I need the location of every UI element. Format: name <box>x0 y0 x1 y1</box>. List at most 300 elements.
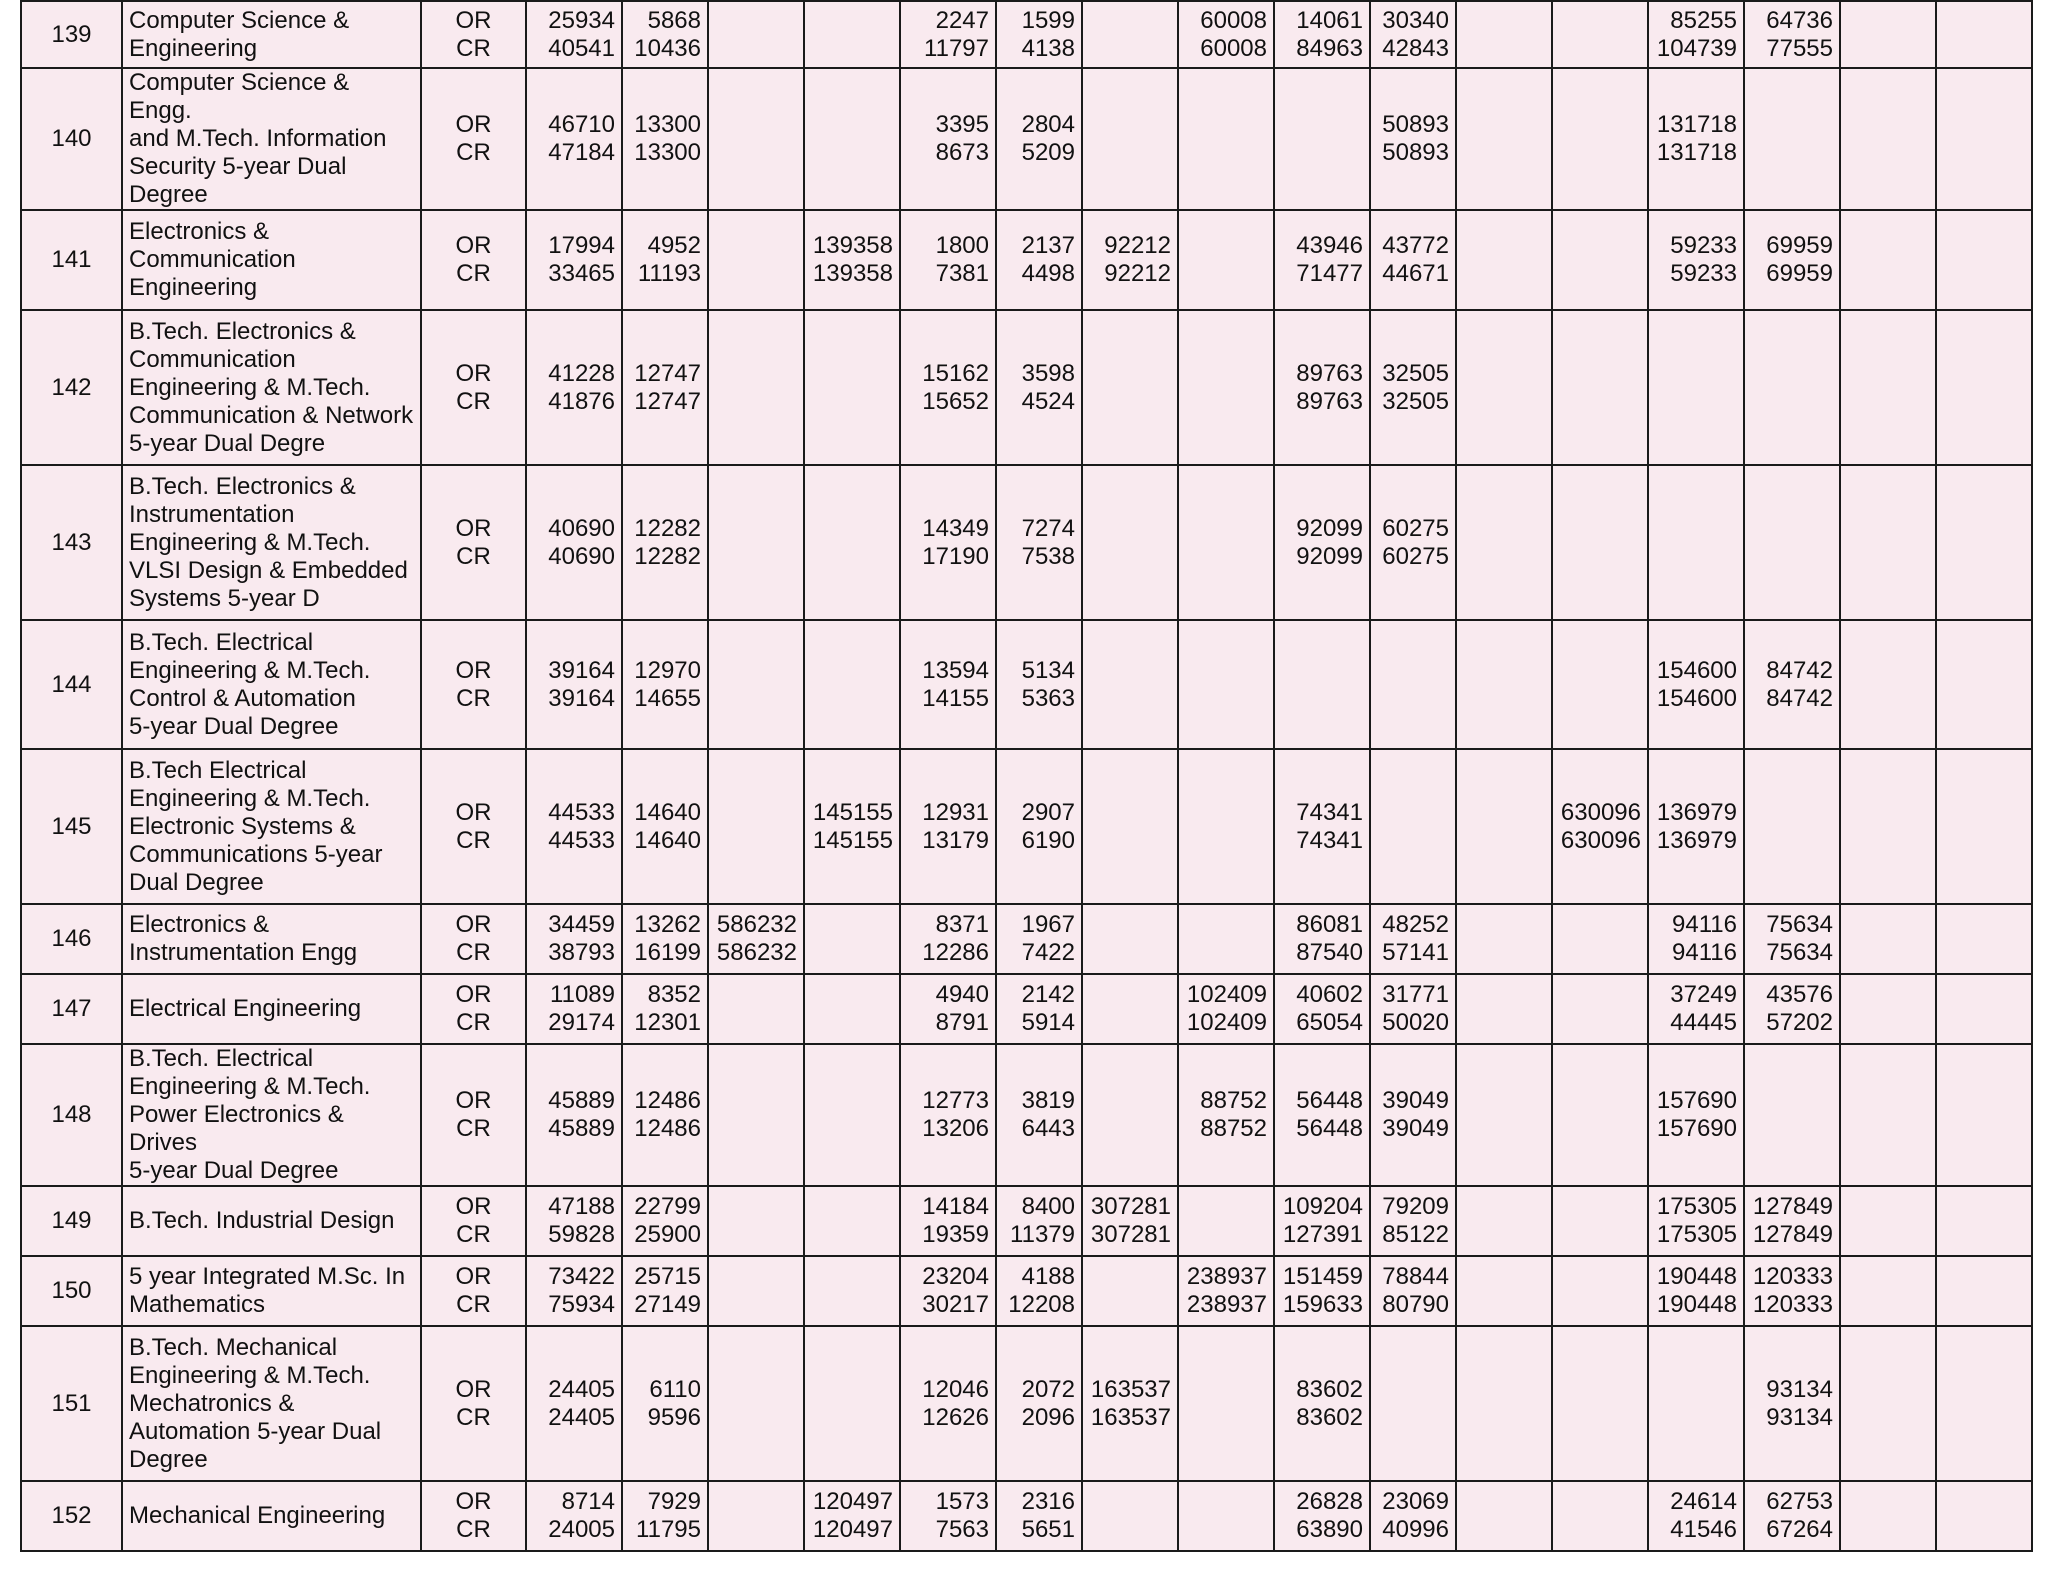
rank-value-cell <box>1082 68 1178 210</box>
rank-value-cell <box>526 465 622 620</box>
rank-value-cell <box>1456 1044 1552 1186</box>
rank-value-cell <box>1178 210 1274 310</box>
rank-value-cell <box>996 749 1082 904</box>
rank-value-cell <box>1082 310 1178 465</box>
rank-value-cell-text: 12970 14655 <box>634 656 701 712</box>
rank-value-cell <box>1274 465 1370 620</box>
rank-value-cell-text: 136979 136979 <box>1656 798 1737 854</box>
rank-value-cell <box>1936 749 2032 904</box>
table-row <box>21 974 2032 1044</box>
rank-value-cell <box>526 1256 622 1326</box>
rank-value-cell-text: 3598 4524 <box>1021 359 1075 415</box>
program-name-cell-text: Mechanical Engineering <box>129 1502 386 1529</box>
rank-value-cell-text: 32505 32505 <box>1382 359 1449 415</box>
table-row <box>21 1186 2032 1256</box>
program-name-cell-text: B.Tech. Electronics & Communication Engineering & M.Tech. Communication & Network 5-year Dual Degre <box>129 317 414 457</box>
program-name-cell-text: Computer Science & Engineering <box>129 6 350 62</box>
rank-value-cell <box>1082 904 1178 974</box>
rank-value-cell <box>996 620 1082 749</box>
rank-value-cell <box>1370 749 1456 904</box>
program-name-cell <box>122 1044 421 1186</box>
rank-value-cell-text: 14349 17190 <box>922 514 989 570</box>
rank-value-cell-text: 13594 14155 <box>922 656 989 712</box>
rank-value-cell <box>1648 465 1744 620</box>
rank-value-cell-text: 48252 57141 <box>1382 911 1449 966</box>
rank-value-cell <box>804 1186 900 1256</box>
rank-value-cell <box>900 68 996 210</box>
rank-value-cell <box>1178 1044 1274 1186</box>
serial-number-cell <box>21 210 122 310</box>
serial-number-cell-text: 148 <box>51 1101 92 1128</box>
program-name-cell-text: B.Tech Electrical Engineering & M.Tech. Electronic Systems & Communications 5-year Dual Degree <box>129 756 383 896</box>
table-row <box>21 1481 2032 1551</box>
rank-value-cell-text: 92212 92212 <box>1104 232 1171 287</box>
rank-value-cell <box>900 1481 996 1551</box>
rank-value-cell <box>708 465 804 620</box>
rank-value-cell <box>1840 68 1936 210</box>
rank-value-cell <box>1840 1044 1936 1186</box>
rank-value-cell <box>1840 749 1936 904</box>
rank-value-cell <box>526 1 622 68</box>
rank-value-cell <box>1744 1481 1840 1551</box>
rank-value-cell <box>622 1326 708 1481</box>
serial-number-cell-text: 151 <box>51 1389 92 1417</box>
rank-value-cell <box>1936 1 2032 68</box>
rank-value-cell-text: 41228 41876 <box>548 359 615 415</box>
rank-value-cell <box>804 210 900 310</box>
program-name-cell <box>122 310 421 465</box>
rank-value-cell <box>1744 1 1840 68</box>
rank-value-cell <box>804 1256 900 1326</box>
rank-value-cell <box>1370 1044 1456 1186</box>
rank-value-cell <box>1274 1044 1370 1186</box>
rank-value-cell <box>708 1326 804 1481</box>
program-name-cell <box>122 1186 421 1256</box>
serial-number-cell <box>21 749 122 904</box>
rank-value-cell <box>1744 749 1840 904</box>
rank-value-cell-text: 163537 163537 <box>1090 1375 1171 1431</box>
rank-value-cell <box>1178 1481 1274 1551</box>
rank-value-cell <box>1648 620 1744 749</box>
rank-value-cell <box>1648 1 1744 68</box>
rank-value-cell <box>1648 1326 1744 1481</box>
serial-number-cell-text: 142 <box>51 373 92 401</box>
rank-value-cell <box>708 974 804 1044</box>
rank-value-cell-text: 62753 67264 <box>1766 1488 1833 1543</box>
rank-type-cell-text: OR CR <box>455 232 492 287</box>
rank-value-cell <box>1274 1326 1370 1481</box>
rank-value-cell <box>996 1481 1082 1551</box>
rank-value-cell <box>996 1256 1082 1326</box>
rank-value-cell <box>996 1326 1082 1481</box>
rank-value-cell-text: 17994 33465 <box>548 232 615 287</box>
rank-value-cell-text: 85255 104739 <box>1656 6 1737 62</box>
rank-value-cell <box>1552 974 1648 1044</box>
serial-number-cell <box>21 1186 122 1256</box>
page-wrapper <box>20 0 2033 1552</box>
rank-value-cell <box>1552 904 1648 974</box>
rank-value-cell <box>1936 620 2032 749</box>
cutoff-rank-table <box>20 0 2033 1552</box>
rank-value-cell <box>900 1256 996 1326</box>
rank-value-cell-text: 40602 65054 <box>1296 981 1363 1036</box>
rank-value-cell <box>1840 1186 1936 1256</box>
table-row <box>21 1256 2032 1326</box>
rank-value-cell <box>622 310 708 465</box>
rank-value-cell <box>1178 749 1274 904</box>
rank-type-cell-text: OR CR <box>455 911 492 966</box>
rank-value-cell <box>1552 1256 1648 1326</box>
rank-type-cell-text: OR CR <box>455 514 492 570</box>
rank-value-cell <box>526 974 622 1044</box>
rank-value-cell <box>900 1 996 68</box>
rank-value-cell <box>1456 904 1552 974</box>
rank-value-cell-text: 43576 57202 <box>1766 981 1833 1036</box>
rank-value-cell <box>622 1044 708 1186</box>
program-name-cell <box>122 974 421 1044</box>
rank-value-cell <box>1082 1481 1178 1551</box>
rank-value-cell-text: 190448 190448 <box>1656 1263 1737 1318</box>
rank-type-cell <box>421 1256 526 1326</box>
program-name-cell-text: Electrical Engineering <box>129 995 362 1022</box>
rank-value-cell-text: 15162 15652 <box>922 359 989 415</box>
rank-value-cell-text: 127849 127849 <box>1752 1193 1833 1248</box>
rank-value-cell-text: 31771 50020 <box>1382 981 1449 1036</box>
rank-value-cell <box>804 620 900 749</box>
table-row <box>21 749 2032 904</box>
rank-value-cell <box>1744 974 1840 1044</box>
rank-value-cell <box>804 749 900 904</box>
rank-value-cell <box>1370 620 1456 749</box>
rank-value-cell <box>1648 1044 1744 1186</box>
program-name-cell <box>122 1 421 68</box>
rank-value-cell <box>1370 310 1456 465</box>
table-row <box>21 210 2032 310</box>
rank-value-cell <box>804 1481 900 1551</box>
rank-value-cell <box>1178 904 1274 974</box>
rank-value-cell <box>1274 210 1370 310</box>
rank-value-cell-text: 13262 16199 <box>634 911 701 966</box>
program-name-cell <box>122 68 421 210</box>
rank-value-cell <box>1370 974 1456 1044</box>
rank-value-cell <box>1552 1481 1648 1551</box>
rank-value-cell-text: 59233 59233 <box>1670 232 1737 287</box>
rank-value-cell <box>1552 1 1648 68</box>
rank-value-cell-text: 6110 9596 <box>647 1375 701 1431</box>
rank-value-cell-text: 44533 44533 <box>548 798 615 854</box>
table-row <box>21 465 2032 620</box>
serial-number-cell <box>21 904 122 974</box>
rank-value-cell-text: 4188 12208 <box>1008 1263 1075 1318</box>
rank-value-cell <box>900 1326 996 1481</box>
program-name-cell <box>122 465 421 620</box>
rank-value-cell-text: 120497 120497 <box>812 1488 893 1543</box>
rank-value-cell <box>1178 1186 1274 1256</box>
rank-value-cell <box>1648 904 1744 974</box>
rank-value-cell <box>526 1186 622 1256</box>
rank-value-cell-text: 92099 92099 <box>1296 514 1363 570</box>
serial-number-cell-text: 145 <box>51 812 92 840</box>
rank-value-cell <box>1082 1326 1178 1481</box>
rank-value-cell-text: 46710 47184 <box>548 111 615 166</box>
rank-value-cell <box>804 1 900 68</box>
rank-value-cell <box>1456 1 1552 68</box>
rank-type-cell-text: OR CR <box>455 981 492 1036</box>
rank-value-cell <box>996 1044 1082 1186</box>
rank-value-cell-text: 14640 14640 <box>634 798 701 854</box>
rank-value-cell <box>622 974 708 1044</box>
rank-value-cell <box>1552 68 1648 210</box>
rank-value-cell-text: 12282 12282 <box>634 514 701 570</box>
rank-value-cell <box>708 310 804 465</box>
program-name-cell <box>122 1481 421 1551</box>
rank-value-cell <box>1274 1256 1370 1326</box>
rank-value-cell <box>1840 310 1936 465</box>
program-name-cell-text: B.Tech. Electronics & Instrumentation Engineering & M.Tech. VLSI Design & Embedded Systems 5-year D <box>129 472 408 612</box>
rank-value-cell-text: 43772 44671 <box>1382 232 1449 287</box>
rank-value-cell <box>996 904 1082 974</box>
rank-value-cell <box>708 620 804 749</box>
rank-value-cell-text: 145155 145155 <box>812 798 893 854</box>
serial-number-cell-text: 146 <box>51 925 92 952</box>
rank-type-cell-text: OR CR <box>455 1087 492 1142</box>
rank-value-cell-text: 64736 77555 <box>1766 6 1833 62</box>
rank-value-cell-text: 2247 11797 <box>924 6 989 62</box>
rank-value-cell-text: 5868 10436 <box>634 6 701 62</box>
rank-value-cell-text: 2142 5914 <box>1021 981 1075 1036</box>
rank-type-cell <box>421 749 526 904</box>
rank-type-cell-text: OR CR <box>455 6 492 62</box>
rank-value-cell <box>1744 210 1840 310</box>
rank-type-cell-text: OR CR <box>455 1375 492 1431</box>
rank-value-cell <box>996 310 1082 465</box>
rank-value-cell-text: 8400 11379 <box>1010 1193 1075 1248</box>
serial-number-cell <box>21 1481 122 1551</box>
rank-value-cell <box>996 974 1082 1044</box>
rank-value-cell <box>1274 310 1370 465</box>
rank-type-cell <box>421 1481 526 1551</box>
rank-type-cell <box>421 904 526 974</box>
rank-value-cell <box>1936 1256 2032 1326</box>
rank-value-cell-text: 139358 139358 <box>812 232 893 287</box>
rank-value-cell <box>1082 1256 1178 1326</box>
rank-value-cell <box>1082 974 1178 1044</box>
serial-number-cell <box>21 465 122 620</box>
program-name-cell-text: B.Tech. Electrical Engineering & M.Tech. Control & Automation 5-year Dual Degree <box>129 628 371 740</box>
rank-value-cell <box>1370 68 1456 210</box>
rank-value-cell <box>708 1 804 68</box>
rank-value-cell <box>804 974 900 1044</box>
program-name-cell <box>122 1256 421 1326</box>
rank-value-cell <box>1370 465 1456 620</box>
rank-value-cell <box>1456 974 1552 1044</box>
rank-value-cell-text: 24405 24405 <box>548 1375 615 1431</box>
rank-value-cell <box>1456 1481 1552 1551</box>
program-name-cell-text: B.Tech. Electrical Engineering & M.Tech. Power Electronics & Drives 5-year Dual Degree <box>129 1045 371 1184</box>
rank-value-cell <box>900 210 996 310</box>
table-row <box>21 620 2032 749</box>
rank-value-cell-text: 151459 159633 <box>1282 1263 1363 1318</box>
rank-value-cell-text: 13300 13300 <box>634 111 701 166</box>
rank-value-cell <box>900 1044 996 1186</box>
rank-value-cell <box>526 1326 622 1481</box>
rank-value-cell <box>526 749 622 904</box>
rank-value-cell <box>622 465 708 620</box>
rank-value-cell <box>996 1 1082 68</box>
rank-value-cell-text: 86081 87540 <box>1296 911 1363 966</box>
rank-value-cell-text: 34459 38793 <box>548 911 615 966</box>
rank-value-cell <box>1082 1186 1178 1256</box>
rank-value-cell <box>804 1044 900 1186</box>
rank-value-cell <box>1648 310 1744 465</box>
rank-value-cell <box>1648 1186 1744 1256</box>
rank-type-cell <box>421 465 526 620</box>
rank-value-cell-text: 3395 8673 <box>935 111 989 166</box>
rank-value-cell <box>1840 904 1936 974</box>
rank-value-cell-text: 89763 89763 <box>1296 359 1363 415</box>
rank-type-cell <box>421 620 526 749</box>
rank-value-cell <box>1456 465 1552 620</box>
rank-value-cell <box>900 904 996 974</box>
table-row <box>21 1044 2032 1186</box>
rank-value-cell <box>1370 1326 1456 1481</box>
rank-value-cell-text: 50893 50893 <box>1382 111 1449 166</box>
rank-value-cell-text: 74341 74341 <box>1296 798 1363 854</box>
program-name-cell <box>122 210 421 310</box>
rank-value-cell <box>1936 68 2032 210</box>
rank-value-cell-text: 2137 4498 <box>1021 232 1075 287</box>
rank-value-cell <box>1274 749 1370 904</box>
rank-value-cell <box>526 1481 622 1551</box>
rank-value-cell <box>1744 310 1840 465</box>
rank-value-cell-text: 88752 88752 <box>1200 1087 1267 1142</box>
rank-value-cell-text: 1800 7381 <box>935 232 989 287</box>
rank-value-cell-text: 23204 30217 <box>922 1263 989 1318</box>
rank-value-cell <box>1370 1256 1456 1326</box>
rank-value-cell <box>1936 310 2032 465</box>
rank-value-cell <box>622 1 708 68</box>
rank-value-cell-text: 12773 13206 <box>922 1087 989 1142</box>
rank-value-cell-text: 307281 307281 <box>1090 1193 1171 1248</box>
rank-value-cell-text: 630096 630096 <box>1560 798 1641 854</box>
rank-value-cell <box>1552 1186 1648 1256</box>
rank-value-cell-text: 78844 80790 <box>1382 1263 1449 1318</box>
rank-value-cell <box>1274 1186 1370 1256</box>
rank-value-cell <box>526 1044 622 1186</box>
rank-value-cell-text: 2072 2096 <box>1021 1375 1075 1431</box>
rank-value-cell <box>1082 1044 1178 1186</box>
rank-value-cell-text: 131718 131718 <box>1656 111 1737 166</box>
rank-value-cell <box>1936 974 2032 1044</box>
rank-value-cell <box>1936 1044 2032 1186</box>
program-name-cell-text: B.Tech. Mechanical Engineering & M.Tech. Mechatronics & Automation 5-year Dual Degree <box>129 1333 382 1473</box>
table-row <box>21 1 2032 68</box>
rank-value-cell <box>1744 1256 1840 1326</box>
rank-value-cell-text: 93134 93134 <box>1766 1375 1833 1431</box>
rank-value-cell <box>1936 904 2032 974</box>
rank-value-cell-text: 238937 238937 <box>1186 1263 1267 1318</box>
serial-number-cell-text: 152 <box>51 1502 92 1529</box>
rank-value-cell <box>1274 620 1370 749</box>
rank-value-cell <box>1370 1 1456 68</box>
rank-value-cell-text: 4940 8791 <box>935 981 989 1036</box>
rank-value-cell <box>1936 465 2032 620</box>
rank-value-cell <box>1178 1326 1274 1481</box>
rank-value-cell <box>1082 620 1178 749</box>
rank-value-cell <box>1744 1326 1840 1481</box>
rank-value-cell <box>1936 1481 2032 1551</box>
rank-value-cell-text: 157690 157690 <box>1656 1087 1737 1142</box>
rank-value-cell <box>900 974 996 1044</box>
rank-value-cell-text: 75634 75634 <box>1766 911 1833 966</box>
rank-value-cell <box>708 68 804 210</box>
rank-value-cell <box>708 1256 804 1326</box>
rank-type-cell-text: OR CR <box>455 1193 492 1248</box>
rank-value-cell <box>1552 465 1648 620</box>
rank-value-cell <box>708 1044 804 1186</box>
serial-number-cell <box>21 1 122 68</box>
rank-type-cell <box>421 1 526 68</box>
program-name-cell-text: Computer Science & Engg. and M.Tech. Information Security 5-year Dual Degree <box>129 69 387 208</box>
program-name-cell-text: Electronics & Communication Engineering <box>129 218 296 301</box>
rank-value-cell <box>900 749 996 904</box>
rank-value-cell <box>1648 210 1744 310</box>
rank-value-cell <box>1936 210 2032 310</box>
serial-number-cell-text: 147 <box>51 995 92 1022</box>
rank-value-cell <box>1648 68 1744 210</box>
rank-value-cell-text: 4952 11193 <box>637 232 701 287</box>
serial-number-cell <box>21 974 122 1044</box>
rank-value-cell-text: 5134 5363 <box>1021 656 1075 712</box>
rank-value-cell-text: 11089 29174 <box>548 981 615 1036</box>
rank-value-cell <box>1178 68 1274 210</box>
rank-value-cell <box>622 210 708 310</box>
rank-value-cell <box>622 904 708 974</box>
program-name-cell-text: Electronics & Instrumentation Engg <box>129 911 358 966</box>
rank-value-cell-text: 39164 39164 <box>548 656 615 712</box>
rank-value-cell <box>1840 465 1936 620</box>
rank-value-cell-text: 12747 12747 <box>634 359 701 415</box>
rank-value-cell <box>1370 210 1456 310</box>
rank-value-cell-text: 60275 60275 <box>1382 514 1449 570</box>
rank-value-cell-text: 69959 69959 <box>1766 232 1833 287</box>
rank-value-cell <box>1840 1326 1936 1481</box>
program-name-cell <box>122 1326 421 1481</box>
rank-value-cell <box>708 749 804 904</box>
rank-value-cell <box>526 904 622 974</box>
rank-value-cell-text: 83602 83602 <box>1296 1375 1363 1431</box>
rank-type-cell <box>421 210 526 310</box>
rank-value-cell <box>1456 310 1552 465</box>
rank-value-cell <box>1274 68 1370 210</box>
rank-value-cell <box>1178 310 1274 465</box>
rank-value-cell <box>1936 1326 2032 1481</box>
rank-type-cell-text: OR CR <box>455 111 492 166</box>
rank-value-cell-text: 2316 5651 <box>1021 1488 1075 1543</box>
serial-number-cell-text: 149 <box>51 1207 92 1234</box>
serial-number-cell-text: 139 <box>51 20 92 48</box>
rank-type-cell-text: OR CR <box>455 1488 492 1543</box>
program-name-cell-text: 5 year Integrated M.Sc. In Mathematics <box>129 1263 406 1318</box>
program-name-cell <box>122 904 421 974</box>
rank-value-cell <box>708 210 804 310</box>
rank-value-cell <box>1552 210 1648 310</box>
rank-value-cell <box>1370 1186 1456 1256</box>
table-row <box>21 904 2032 974</box>
rank-value-cell-text: 120333 120333 <box>1752 1263 1833 1318</box>
rank-value-cell-text: 25715 27149 <box>634 1263 701 1318</box>
rank-value-cell-text: 14061 84963 <box>1296 6 1363 62</box>
